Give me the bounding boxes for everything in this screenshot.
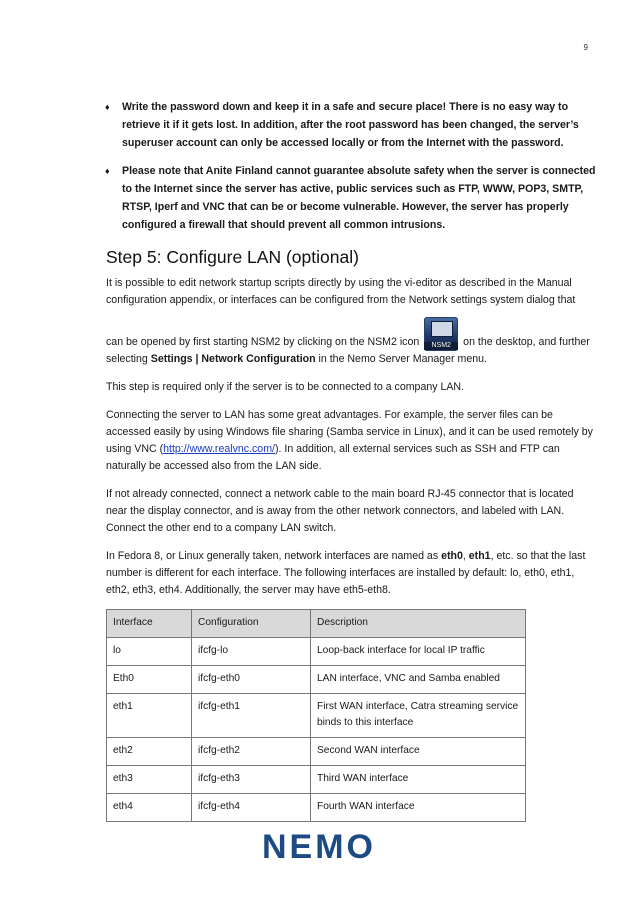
intro-text-end: in the Nemo Server Manager menu. bbox=[318, 353, 487, 365]
table-row bbox=[107, 638, 526, 666]
interface-naming-paragraph bbox=[106, 548, 596, 599]
cell-description: LAN interface, VNC and Samba enabled bbox=[311, 666, 526, 694]
diamond-bullet-icon: ♦ bbox=[105, 166, 110, 176]
intro-text-post: on the desktop, and further selecting bbox=[106, 336, 590, 365]
bullet-text: Write the password down and keep it in a safe and secure place! There is no easy way to retrieve it if it gets lost. In addition, after the root password has been changed, the server’s superuser account can only be accessed locally or from the Internet with the password. bbox=[122, 101, 579, 149]
intro-paragraph-part2 bbox=[106, 317, 596, 368]
nemo-logo: NEMO bbox=[262, 828, 376, 866]
lan-requirement-paragraph: This step is required only if the server is to be connected to a company LAN. bbox=[106, 381, 465, 393]
cell-configuration: ifcfg-eth3 bbox=[192, 766, 311, 794]
cell-interface: eth3 bbox=[107, 766, 192, 794]
eth1-name: eth1 bbox=[468, 550, 491, 562]
cell-description: Loop-back interface for local IP traffic bbox=[311, 638, 526, 666]
menu-path: Settings | Network Configuration bbox=[150, 353, 316, 365]
monitor-icon bbox=[431, 321, 453, 337]
cell-configuration: ifcfg-eth0 bbox=[192, 666, 311, 694]
cell-interface: eth2 bbox=[107, 738, 192, 766]
diamond-bullet-icon: ♦ bbox=[105, 102, 110, 112]
cell-configuration: ifcfg-eth1 bbox=[192, 694, 311, 738]
naming-text-pre: In Fedora 8, or Linux generally taken, network interfaces are named as bbox=[106, 550, 439, 562]
cell-description: Third WAN interface bbox=[311, 766, 526, 794]
bullet-safety-notice bbox=[106, 162, 596, 234]
realvnc-link[interactable]: http://www.realvnc.com/ bbox=[163, 443, 275, 455]
header-interface: Interface bbox=[107, 610, 192, 638]
cable-connection-paragraph: If not already connected, connect a network cable to the main board RJ-45 connector that is located near the display connector, and is away from the other network connectors, and labeled with LAN. Connect the other end to a company LAN switch. bbox=[106, 488, 574, 534]
intro-text-pre: can be opened by first starting NSM2 by clicking on the NSM2 icon bbox=[106, 336, 420, 348]
table-row bbox=[107, 766, 526, 794]
eth0-name: eth0 bbox=[441, 550, 463, 562]
table-row bbox=[107, 794, 526, 822]
cell-interface: eth4 bbox=[107, 794, 192, 822]
naming-text-post: , etc. so that the last number is different for each interface. The following interfaces are installed by default: lo, eth0, eth1, eth2, eth3, eth4. Additionally, the server may have eth5-eth8. bbox=[106, 550, 586, 596]
cell-description: Second WAN interface bbox=[311, 738, 526, 766]
cell-configuration: ifcfg-eth2 bbox=[192, 738, 311, 766]
advantages-text-pre: Connecting the server to LAN has some great advantages. For example, the server files can be accessed easily by using Windows file sharing (Samba service in Linux), and it can be used remotely by using VNC ( bbox=[106, 409, 593, 455]
intro-paragraph-part1: It is possible to edit network startup scripts directly by using the vi-editor as described in the Manual configuration appendix, or interfaces can be configured from the Network settings system dialog that bbox=[106, 277, 576, 306]
advantages-text-post: ). In addition, all external services such as SSH and FTP can naturally be accessed also from the LAN side. bbox=[106, 443, 560, 472]
interface-table bbox=[106, 609, 526, 822]
nsm2-desktop-icon bbox=[424, 317, 458, 351]
nsm2-icon-label: NSM2 bbox=[424, 342, 458, 350]
step-5-section bbox=[106, 244, 596, 822]
table-header-row bbox=[107, 610, 526, 638]
bullet-text: Please note that Anite Finland cannot guarantee absolute safety when the server is connected to the Internet since the server has active, public services such as FTP, WWW, POP3, SMTP, RTSP, Iperf and VNC that can be or become vulnerable. However, the server has properly configured a firewall that should prevent all common intrusions. bbox=[122, 165, 596, 231]
cell-configuration: ifcfg-eth4 bbox=[192, 794, 311, 822]
cell-description: First WAN interface, Catra streaming service binds to this interface bbox=[311, 694, 526, 738]
header-configuration: Configuration bbox=[192, 610, 311, 638]
cell-interface: eth1 bbox=[107, 694, 192, 738]
cell-interface: lo bbox=[107, 638, 192, 666]
bullet-password-warning bbox=[106, 98, 596, 152]
header-description: Description bbox=[311, 610, 526, 638]
page-number: 9 bbox=[583, 43, 588, 52]
naming-separator: , bbox=[462, 550, 466, 562]
cell-interface: Eth0 bbox=[107, 666, 192, 694]
cell-description: Fourth WAN interface bbox=[311, 794, 526, 822]
section-heading: Step 5: Configure LAN (optional) bbox=[106, 247, 359, 267]
table-row bbox=[107, 694, 526, 738]
lan-advantages-paragraph bbox=[106, 407, 596, 475]
table-row bbox=[107, 666, 526, 694]
table-row bbox=[107, 738, 526, 766]
warning-bullets bbox=[106, 98, 596, 244]
cell-configuration: ifcfg-lo bbox=[192, 638, 311, 666]
